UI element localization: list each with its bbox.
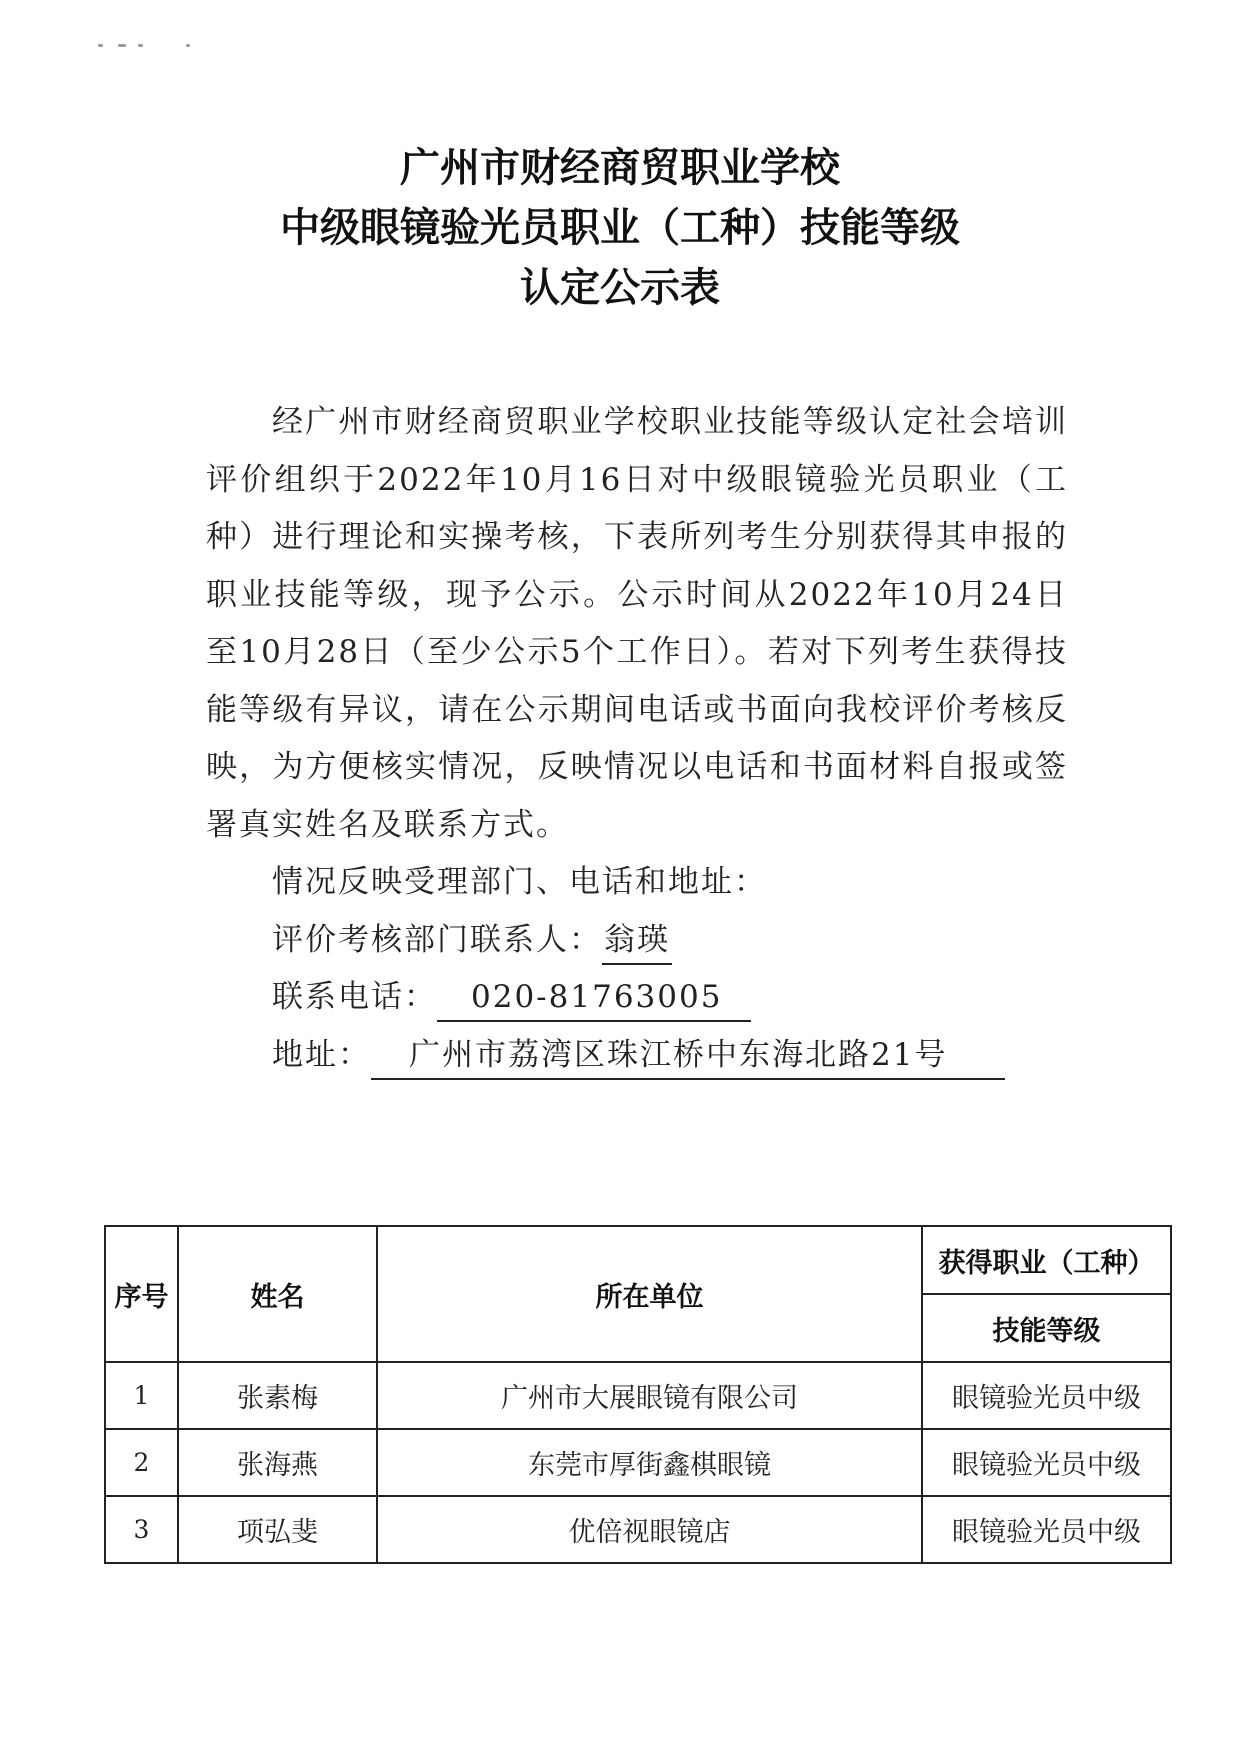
cell-index: 1 <box>105 1362 178 1429</box>
table-row <box>105 1429 1171 1496</box>
scan-speck <box>138 44 143 47</box>
scan-speck <box>118 44 126 47</box>
title-line-notice: 认定公示表 <box>520 265 720 311</box>
results-table <box>104 1225 1172 1564</box>
cell-index: 2 <box>105 1429 178 1496</box>
document-title <box>0 138 1240 318</box>
table-row <box>105 1496 1171 1563</box>
cell-unit: 优倍视眼镜店 <box>377 1496 922 1563</box>
table-row <box>105 1362 1171 1429</box>
scan-speck <box>186 44 190 47</box>
header-name: 姓名 <box>178 1226 377 1362</box>
cell-level: 眼镜验光员中级 <box>922 1496 1171 1563</box>
header-level-top: 获得职业（工种） <box>922 1226 1171 1294</box>
cell-level: 眼镜验光员中级 <box>922 1429 1171 1496</box>
contact-line <box>206 912 1068 970</box>
header-level-bottom: 技能等级 <box>922 1294 1171 1362</box>
table-header-row <box>105 1226 1171 1294</box>
phone-label: 联系电话： <box>272 979 437 1015</box>
contact-name: 翁瑛 <box>602 917 672 965</box>
cell-name: 张海燕 <box>178 1429 377 1496</box>
title-line-occupation: 中级眼镜验光员职业（工种）技能等级 <box>280 205 960 251</box>
phone-line <box>206 969 1068 1027</box>
dept-heading: 情况反映受理部门、电话和地址： <box>272 864 767 900</box>
cell-index: 3 <box>105 1496 178 1563</box>
cell-level: 眼镜验光员中级 <box>922 1362 1171 1429</box>
scan-speck <box>98 44 103 47</box>
notice-body <box>206 394 1068 1084</box>
header-unit: 所在单位 <box>377 1226 922 1362</box>
cell-unit: 东莞市厚街鑫棋眼镜 <box>377 1429 922 1496</box>
address-line <box>206 1027 1068 1085</box>
title-line-school: 广州市财经商贸职业学校 <box>400 145 840 191</box>
phone-number: 020-81763005 <box>437 974 751 1022</box>
cell-name: 张素梅 <box>178 1362 377 1429</box>
header-index: 序号 <box>105 1226 178 1362</box>
notice-paragraph: 经广州市财经商贸职业学校职业技能等级认定社会培训评价组织于2022年10月16日对中级眼镜验光员职业（工种）进行理论和实操考核，下表所列考生分别获得其申报的职业技能等级，现予公示。公示时间从2022年10月24日至10月28日（至少公示5个工作日）。若对下列考生获得技能等级有异议，请在公示期间电话或书面向我校评价考核反映，为方便核实情况，反映情况以电话和书面材料自报或签署真实姓名及联系方式。 <box>206 404 1068 843</box>
contact-label: 评价考核部门联系人： <box>272 921 602 958</box>
cell-name: 项弘斐 <box>178 1496 377 1563</box>
cell-unit: 广州市大展眼镜有限公司 <box>377 1362 922 1429</box>
address-value: 广州市荔湾区珠江桥中东海北路21号 <box>371 1032 1005 1080</box>
address-label: 地址： <box>272 1036 371 1073</box>
